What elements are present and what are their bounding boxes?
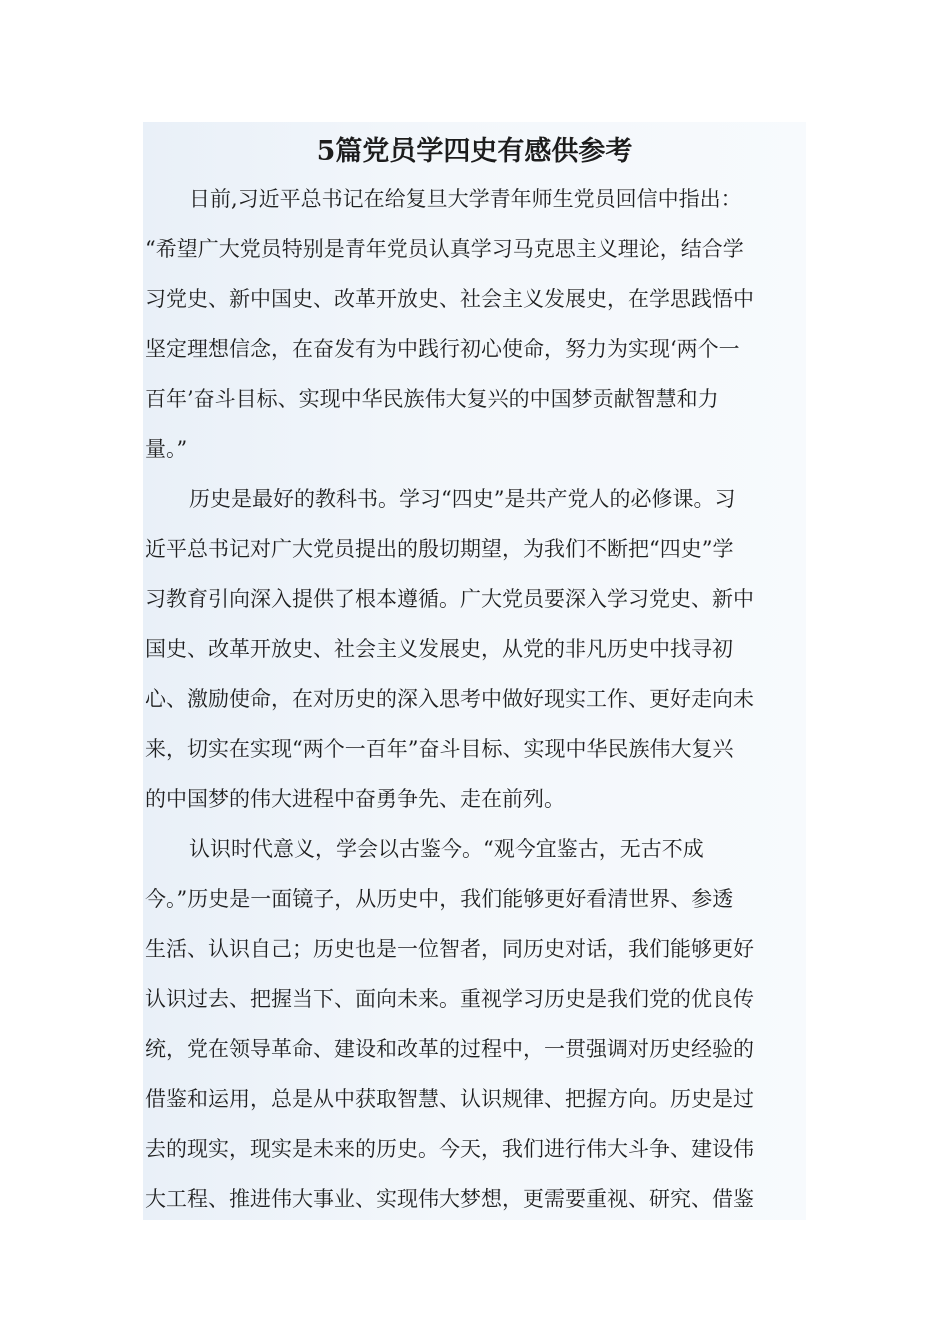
paragraph-line: 心、激励使命，在对历史的深入思考中做好现实工作、更好走向未 — [145, 687, 754, 711]
paragraph-line: 认识过去、把握当下、面向未来。重视学习历史是我们党的优良传 — [145, 987, 754, 1011]
paragraph-line: 的中国梦的伟大进程中奋勇争先、走在前列。 — [145, 787, 565, 811]
document-title: 5篇党员学四史有感供参考 — [316, 136, 633, 167]
document-page — [143, 122, 806, 1220]
paragraph-line: 历史是最好的教科书。学习“四史”是共产党人的必修课。习 — [189, 487, 736, 511]
paragraph-line: 借鉴和运用，总是从中获取智慧、认识规律、把握方向。历史是过 — [145, 1087, 754, 1111]
paragraph-line: 去的现实，现实是未来的历史。今天，我们进行伟大斗争、建设伟 — [145, 1137, 754, 1161]
paragraph-line: 国史、改革开放史、社会主义发展史，从党的非凡历史中找寻初 — [145, 637, 733, 661]
paragraph-line: 百年’奋斗目标、实现中华民族伟大复兴的中国梦贡献智慧和力 — [145, 387, 719, 411]
paragraph-line: 认识时代意义，学会以古鉴今。“观今宜鉴古，无古不成 — [189, 837, 704, 861]
paragraph-line: 坚定理想信念，在奋发有为中践行初心使命，努力为实现‘两个一 — [145, 337, 740, 361]
paragraph-line: 生活、认识自己；历史也是一位智者，同历史对话，我们能够更好 — [145, 937, 754, 961]
paragraph-line: 大工程、推进伟大事业、实现伟大梦想，更需要重视、研究、借鉴 — [145, 1187, 754, 1211]
paragraph-line: 习党史、新中国史、改革开放史、社会主义发展史，在学思践悟中 — [145, 287, 754, 311]
paragraph-line: 统，党在领导革命、建设和改革的过程中，一贯强调对历史经验的 — [145, 1037, 754, 1061]
paragraph-line: 近平总书记对广大党员提出的殷切期望，为我们不断把“四史”学 — [145, 537, 734, 561]
paragraph-line: 日前,习近平总书记在给复旦大学青年师生党员回信中指出： — [189, 187, 742, 211]
paragraph-line: 来，切实在实现“两个一百年”奋斗目标、实现中华民族伟大复兴 — [145, 737, 734, 761]
paragraph-line: 今。”历史是一面镜子，从历史中，我们能够更好看清世界、参透 — [145, 887, 734, 911]
paragraph-line: 习教育引向深入提供了根本遵循。广大党员要深入学习党史、新中 — [145, 587, 754, 611]
paragraph-line: 量。” — [145, 437, 188, 461]
paragraph-line: “希望广大党员特别是青年党员认真学习马克思主义理论，结合学 — [145, 237, 744, 261]
